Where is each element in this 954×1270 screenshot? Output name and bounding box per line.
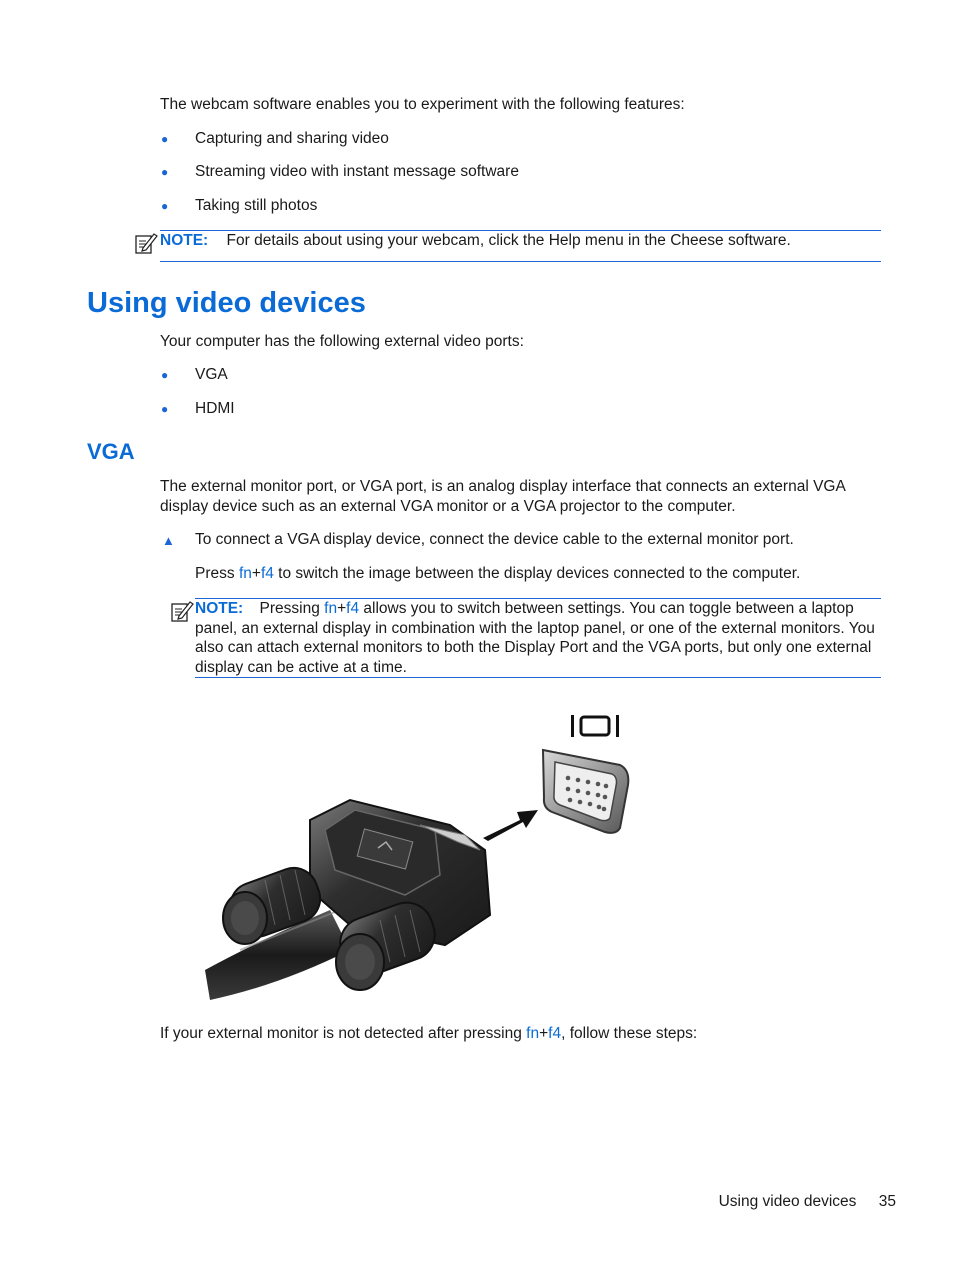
- vga-port: [543, 750, 628, 833]
- feature-item: Taking still photos: [195, 197, 318, 214]
- text-segment: to switch the image between the display devices connected to the computer.: [273, 565, 801, 582]
- note-box: [195, 598, 881, 678]
- vga-connector-illustration: [200, 700, 640, 1005]
- bullet-icon: ●: [161, 199, 169, 213]
- key-f4: f4: [260, 565, 274, 582]
- bullet-icon: ●: [161, 402, 169, 416]
- note-text: allows you to switch between settings. You can toggle between a laptop panel, an external display in combination with the laptop panel, or one of the external monitors. You also can attach external monitors to both the Display Port and the VGA ports, but only one external display can be active at a time.: [195, 600, 875, 676]
- key-f4: f4: [346, 600, 360, 617]
- note-label: NOTE:: [195, 600, 244, 617]
- text-segment: If your external monitor is not detected after pressing: [160, 1025, 527, 1042]
- key-fn: fn: [526, 1025, 540, 1042]
- text-segment: +: [337, 600, 347, 617]
- subsection-title: VGA: [87, 439, 135, 464]
- note-icon: [170, 599, 194, 623]
- section-title: Using video devices: [87, 287, 366, 319]
- port-item: VGA: [195, 366, 228, 383]
- vga-step: To connect a VGA display device, connect the device cable to the external monitor port.: [195, 531, 794, 548]
- section-intro: Your computer has the following external video ports:: [160, 333, 524, 350]
- page-number: 35: [878, 1193, 896, 1210]
- feature-item: Capturing and sharing video: [195, 130, 389, 147]
- note-body: [195, 599, 881, 677]
- key-f4: f4: [548, 1025, 562, 1042]
- text-segment: Pressing: [259, 600, 325, 617]
- arrow-icon: [483, 810, 538, 841]
- vga-press-instruction: [195, 564, 800, 584]
- bullet-icon: ●: [161, 132, 169, 146]
- key-fn: fn: [238, 565, 252, 582]
- page-footer: [719, 1192, 896, 1212]
- note-icon: [134, 231, 158, 255]
- triangle-icon: ▲: [162, 533, 175, 548]
- footer-section: Using video devices: [718, 1193, 857, 1210]
- bullet-icon: ●: [161, 165, 169, 179]
- feature-item: Streaming video with instant message software: [195, 163, 519, 180]
- text-segment: Press: [195, 565, 239, 582]
- intro-text: The webcam software enables you to experiment with the following features:: [160, 96, 685, 113]
- note-label: NOTE:: [160, 232, 209, 249]
- bullet-icon: ●: [161, 368, 169, 382]
- note-box: [160, 230, 881, 262]
- after-instruction: [160, 1024, 697, 1044]
- port-item: HDMI: [195, 400, 235, 417]
- vga-description: The external monitor port, or VGA port, is an analog display interface that connects an external VGA display device such as an external VGA monitor or a VGA projector to the computer.: [160, 478, 845, 515]
- key-fn: fn: [324, 600, 338, 617]
- text-segment: +: [539, 1025, 549, 1042]
- text-segment: , follow these steps:: [561, 1025, 698, 1042]
- monitor-port-icon: [571, 715, 619, 737]
- text-segment: +: [251, 565, 261, 582]
- note-text: For details about using your webcam, click the Help menu in the Cheese software.: [226, 232, 791, 249]
